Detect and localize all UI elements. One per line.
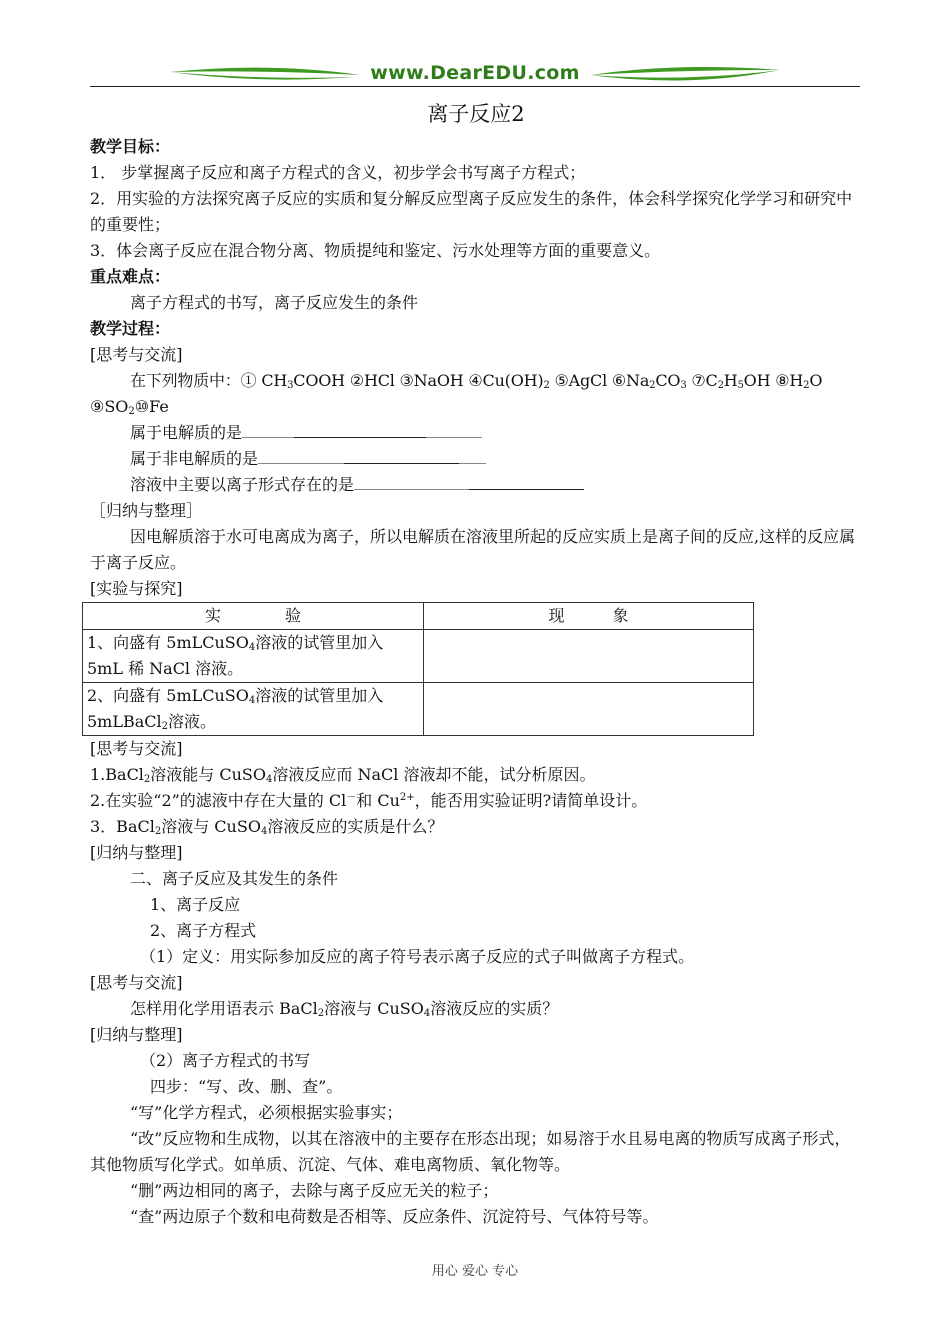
think3-question: 怎样用化学用语表示 BaCl$_2$溶液与 CuSO$_4$溶液反应的实质？ — [130, 999, 559, 1019]
objective-3: 3．体会离子反应在混合物分离、物质提纯和鉴定、污水处理等方面的重要意义。 — [90, 241, 661, 260]
question-nonelectrolyte: 属于非电解质的是 — [90, 446, 862, 472]
item-ionic-equation: 2、离子方程式 — [150, 921, 257, 940]
four-steps: 四步：“写、改、删、查”。 — [150, 1077, 343, 1096]
think2-question-1: 1.BaCl$_2$溶液能与 CuSO$_4$溶液反应而 NaCl 溶液却不能，试分析原因。 — [90, 765, 596, 785]
step-delete: “删”两边相同的离子，去除与离子反应无关的粒子； — [130, 1181, 499, 1200]
think-label-2: [思考与交流] — [90, 739, 183, 758]
table-row — [83, 630, 754, 683]
item-ionic-reaction: 1、离子反应 — [150, 895, 241, 914]
question-electrolyte: 属于电解质的是 — [90, 420, 862, 446]
table-row — [83, 683, 754, 736]
question-ionic-form: 溶液中主要以离子形式存在的是 — [90, 472, 862, 498]
phenomenon-cell-2 — [424, 683, 754, 736]
key-points-heading: 重点难点： — [90, 267, 171, 286]
objective-2: 2．用实验的方法探究离子反应的实质和复分解反应型离子反应发生的条件，体会科学探究化学学习和研究中的重要性； — [90, 189, 853, 234]
process-heading: 教学过程： — [90, 319, 171, 338]
think-label-1: [思考与交流] — [90, 345, 183, 364]
experiment-table — [82, 602, 754, 736]
page-title: 离子反应2 — [427, 102, 525, 126]
table-header-phenomenon: 现 象 — [424, 603, 754, 630]
objectives-heading: 教学目标： — [90, 137, 171, 156]
experiment-cell-1: 1、向盛有 5mLCuSO$_4$溶液的试管里加入 5mL 稀 NaCl 溶液。 — [83, 630, 424, 683]
substance-list-line1: 在下列物质中：① $CH_3COOH$ ②HCl ③NaOH $④Cu(OH)_2$ ⑤AgCl $⑥Na_2CO_3$ $⑦C_2H_5OH$ $⑧H_2O$ — [130, 371, 823, 391]
step-check: “查”两边原子个数和电荷数是否相等、反应条件、沉淀符号、气体符号等。 — [130, 1207, 659, 1226]
summary-label-3: [归纳与整理] — [90, 1025, 183, 1044]
writing-subheading: （2）离子方程式的书写 — [140, 1051, 311, 1070]
table-header-experiment: 实 验 — [83, 603, 424, 630]
substance-list-line2: $⑨SO_2⑩Fe$ — [90, 397, 169, 417]
definition-text: （1）定义：用实际参加反应的离子符号表示离子反应的式子叫做离子方程式。 — [140, 947, 695, 966]
key-points-text: 离子方程式的书写，离子反应发生的条件 — [130, 293, 419, 312]
brand-logo-text: www.DearEDU.com — [370, 62, 580, 84]
summary-label-2: [归纳与整理] — [90, 843, 183, 862]
page-footer: 用心 爱心 专心 — [431, 1264, 519, 1279]
objective-1: 1． 步掌握离子反应和离子方程式的含义，初步学会书写离子方程式； — [90, 163, 586, 182]
document-body — [87, 98, 862, 1230]
summary-text-1: 因电解质溶于水可电离成为离子，所以电解质在溶液里所起的反应实质上是离子间的反应,这样的反应属于离子反应。 — [90, 527, 856, 572]
experiment-label: [实验与探究] — [90, 579, 183, 598]
section-two-heading: 二、离子反应及其发生的条件 — [130, 869, 339, 888]
step-write: “写”化学方程式，必须根据实验事实； — [130, 1103, 403, 1122]
step-change: “改”反应物和生成物，以其在溶液中的主要存在形态出现；如易溶于水且易电离的物质写成离子形式，其他物质写化学式。如单质、沉淀、气体、难电离物质、氧化物等。 — [90, 1129, 851, 1174]
think2-question-2: 2.在实验“2”的滤液中存在大量的 Cl－和 $Cu^{2+}$，能否用实验证明?请简单设计。 — [90, 791, 648, 810]
header-divider — [90, 86, 860, 87]
experiment-cell-2: 2、向盛有 5mLCuSO$_4$溶液的试管里加入 5mLBaCl$_2$溶液。 — [83, 683, 424, 736]
think-label-3: [思考与交流] — [90, 973, 183, 992]
summary-label-1: ［归纳与整理］ — [90, 501, 203, 520]
think2-question-3: 3．BaCl$_2$溶液与 CuSO$_4$溶液反应的实质是什么？ — [90, 817, 444, 837]
table-header-row — [83, 603, 754, 630]
phenomenon-cell-1 — [424, 630, 754, 683]
